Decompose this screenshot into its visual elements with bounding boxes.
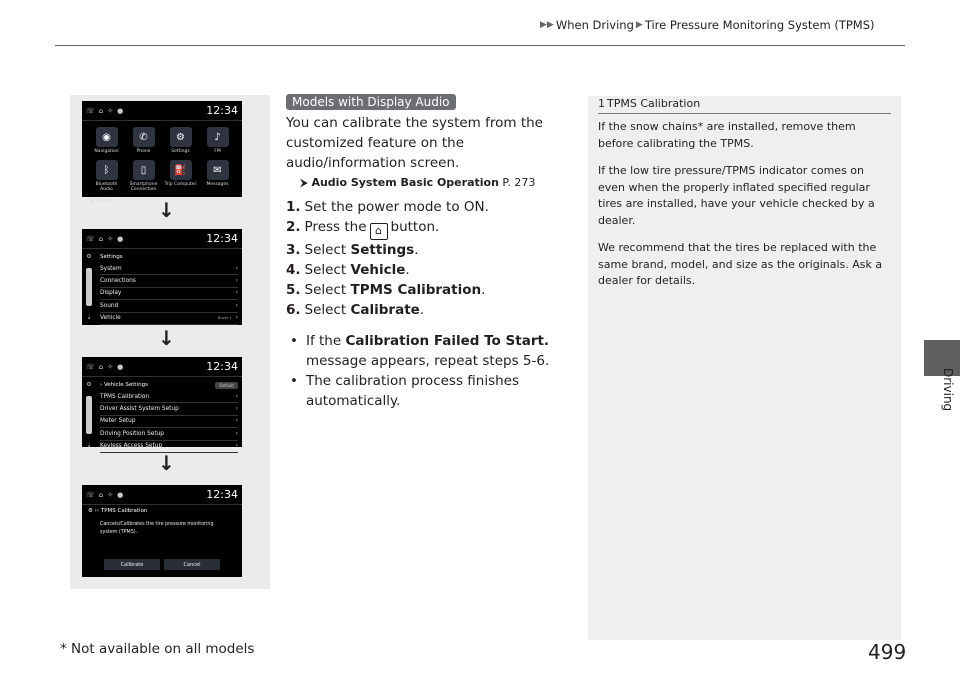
menu-item-driving-position[interactable]: Driving Position Setup ›: [100, 428, 238, 440]
note-paragraph: If the low tire pressure/TPMS indicator comes on even when the properly inflated specified regular tires are installed, have your vehicle checked by a dealer.: [598, 164, 875, 227]
step: 1. Set the power mode to ON.: [286, 199, 489, 215]
menu-list: [96, 249, 242, 327]
menu-body: [82, 377, 242, 455]
gear-icon: ⚙: [86, 253, 92, 260]
step: 5. Select TPMS Calibration.: [286, 281, 486, 298]
app-grid: [82, 121, 242, 198]
alert-icon: ●: [117, 106, 124, 115]
chevron-right-icon: ›: [235, 315, 238, 322]
apps-icon: ⊞: [90, 198, 96, 204]
breadcrumb-item[interactable]: Tire Pressure Monitoring System (TPMS): [644, 18, 875, 32]
tile-navigation[interactable]: ◉ Navigation: [90, 127, 123, 154]
menu-scrollbar[interactable]: [82, 377, 96, 455]
default-button[interactable]: Default: [215, 382, 238, 389]
alert-icon: ●: [117, 490, 124, 499]
menu-list: [96, 377, 242, 455]
model-tag: Models with Display Audio: [286, 94, 456, 110]
scroll-thumb[interactable]: [86, 396, 92, 434]
smartphone-icon: ▯: [133, 160, 155, 180]
step: 2. Press the ⌂ button.: [286, 217, 576, 240]
clock: 12:34: [206, 232, 238, 245]
home-screen: [82, 101, 242, 204]
step: 3. Select Settings.: [286, 241, 419, 258]
menu-item-tpms-calibration[interactable]: TPMS Calibration ›: [100, 391, 238, 403]
bullet-item: • The calibration process finishes automatically.: [290, 372, 520, 409]
reference-icon: ⮞: [300, 176, 312, 189]
navigation-icon: ◉: [96, 127, 118, 147]
tile-smartphone[interactable]: ▯ Smartphone Connection: [127, 160, 160, 192]
map-icon: ✧: [107, 234, 114, 243]
phone-icon: ☏: [86, 362, 95, 371]
fuel-icon: ⛽: [170, 160, 192, 180]
message-icon: ✉: [207, 160, 229, 180]
chapter-label: Driving: [941, 368, 955, 412]
gear-icon: ⚙: [170, 127, 192, 147]
confirm-message: Cancels/Calibrates the tire pressure monitoring system (TPMS).: [100, 522, 214, 535]
cross-reference[interactable]: ⮞ Audio System Basic Operation P. 273: [300, 176, 536, 189]
tile-trip-computer[interactable]: ⛽ Trip Computer: [164, 160, 197, 192]
alert-icon: ●: [117, 234, 124, 243]
menu-item-keyless-access[interactable]: Keyless Access Setup ›: [100, 441, 238, 453]
chevron-right-icon: ›: [235, 278, 238, 285]
menu-scrollbar[interactable]: [82, 249, 96, 327]
arrow-down-icon: ↓: [158, 451, 175, 475]
footnote: * Not available on all models: [60, 641, 255, 657]
menu-item-meter-setup[interactable]: Meter Setup ›: [100, 416, 238, 428]
status-bar: [82, 101, 242, 121]
screen-illustrations: [70, 95, 270, 589]
gear-icon: ⚙ ››: [88, 508, 101, 514]
calibrate-button[interactable]: Calibrate: [104, 559, 160, 570]
chevron-right-icon: ›: [235, 418, 238, 425]
clock: 12:34: [206, 488, 238, 501]
status-bar: [82, 229, 242, 249]
tile-messages[interactable]: ✉ Messages: [201, 160, 234, 192]
map-icon: ✧: [107, 490, 114, 499]
chevron-right-icon: ›: [235, 443, 238, 450]
chevron-right-icon: ›: [235, 393, 238, 400]
clock: 12:34: [206, 360, 238, 373]
alert-icon: ●: [117, 362, 124, 371]
chevron-right-icon: ›: [235, 290, 238, 297]
chevron-right-icon: ›: [235, 265, 238, 272]
home-icon: ⌂: [98, 362, 104, 371]
confirm-buttons: [82, 541, 242, 570]
tile-fm[interactable]: ♪ FM: [201, 127, 234, 154]
driver-tag: Driver 1: [217, 316, 232, 321]
bullet-icon: •: [290, 332, 298, 349]
menu-title: Settings: [100, 254, 123, 260]
vehicle-settings-screen: [82, 357, 242, 450]
scroll-down-icon[interactable]: ⇣: [86, 314, 92, 321]
menu-title: ⚙ ›› TPMS Calibration: [88, 508, 148, 514]
chevron-right-icon: ›: [235, 430, 238, 437]
page-number: 499: [868, 640, 907, 664]
radio-icon: ♪: [207, 127, 229, 147]
home-icon: ⌂: [98, 106, 104, 115]
menu-body: [82, 249, 242, 327]
breadcrumb: [540, 18, 918, 32]
intro-text: You can calibrate the system from the customized feature on the audio/information screen.: [286, 115, 543, 171]
phone-icon: ☏: [86, 234, 95, 243]
menu-item-display[interactable]: Display ›: [100, 288, 238, 300]
bullet-item: • If the Calibration Failed To Start. message appears, repeat steps 5-6.: [290, 332, 550, 369]
phone-icon: ☏: [86, 106, 95, 115]
menu-item-driver-assist[interactable]: Driver Assist System Setup ›: [100, 403, 238, 415]
step: 4. Select Vehicle.: [286, 261, 410, 278]
clock: 12:34: [206, 104, 238, 117]
map-icon: ✧: [107, 106, 114, 115]
arrow-down-icon: ↓: [158, 198, 175, 222]
note-header: 1 TPMS Calibration: [598, 96, 891, 114]
arrow-down-icon: ↓: [158, 326, 175, 350]
tpms-calibration-screen: [82, 485, 242, 577]
menu-title: › Vehicle Settings Default: [100, 379, 238, 391]
breadcrumb-arrow-icon: ▶: [635, 20, 643, 30]
cancel-button[interactable]: Cancel: [164, 559, 220, 570]
home-button-icon: ⌂: [370, 223, 388, 240]
menu-item-sound[interactable]: Sound ›: [100, 300, 238, 312]
menu-item-system[interactable]: System ›: [100, 263, 238, 275]
status-bar: [82, 485, 242, 505]
chevron-right-icon: ›: [235, 406, 238, 413]
breadcrumb-arrow-icon: ▶▶: [540, 20, 554, 30]
tile-bluetooth[interactable]: ᛒ Bluetooth Audio: [90, 160, 123, 192]
tile-phone[interactable]: ✆ Phone: [127, 127, 160, 154]
chevron-right-icon: ›: [235, 302, 238, 309]
gear-icon: ⚙: [86, 381, 92, 388]
scroll-down-icon[interactable]: ⇣: [86, 442, 92, 449]
phone-icon: ✆: [133, 127, 155, 147]
note-panel: [588, 96, 901, 640]
bluetooth-icon: ᛒ: [96, 160, 118, 180]
header-divider: [55, 45, 905, 46]
menu-item-connections[interactable]: Connections ›: [100, 275, 238, 287]
home-icon: ⌂: [98, 490, 104, 499]
main-content: [286, 92, 576, 411]
note-paragraph: We recommend that the tires be replaced with the same brand, model, and size as the originals. Ask a dealer for details.: [598, 241, 883, 287]
map-icon: ✧: [107, 362, 114, 371]
menu-item-vehicle[interactable]: Vehicle Driver 1 ›: [100, 313, 238, 325]
bullet-icon: •: [290, 372, 298, 389]
settings-screen: [82, 229, 242, 325]
all-apps-button[interactable]: ⊞ All Apps: [90, 198, 116, 204]
back-chevron-icon[interactable]: ›: [100, 382, 104, 388]
note-body: [598, 114, 891, 290]
phone-icon: ☏: [86, 490, 95, 499]
note-paragraph: If the snow chains* are installed, remove them before calibrating the TPMS.: [598, 120, 856, 150]
scroll-thumb[interactable]: [86, 268, 92, 306]
home-icon: ⌂: [98, 234, 104, 243]
breadcrumb-item[interactable]: When Driving: [555, 18, 634, 32]
step: 6. Select Calibrate.: [286, 301, 425, 318]
tile-settings[interactable]: ⚙ Settings: [164, 127, 197, 154]
note-icon: 1: [598, 97, 605, 110]
status-bar: [82, 357, 242, 377]
